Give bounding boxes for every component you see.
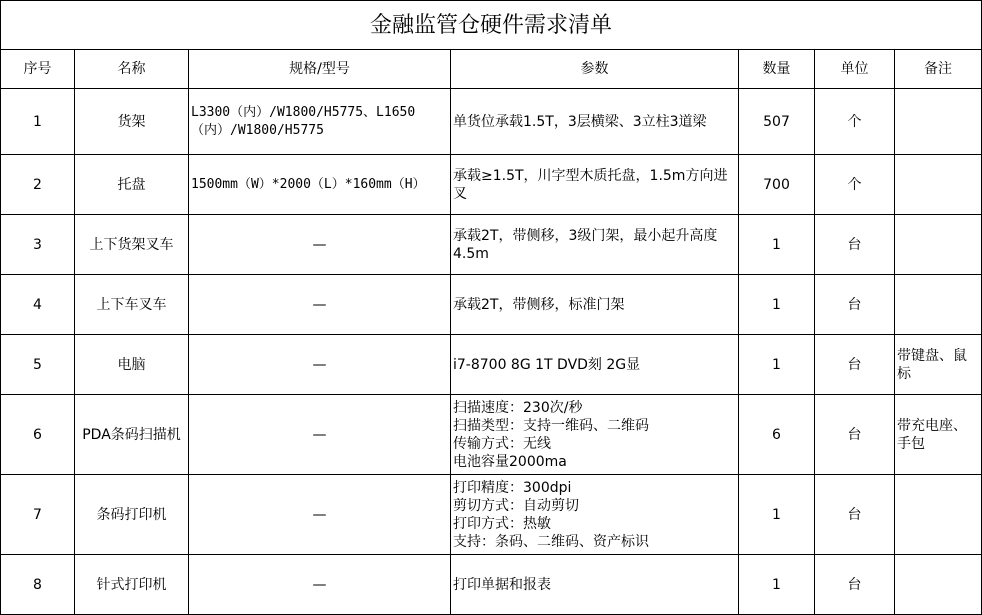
header-qty: 数量 (739, 50, 815, 89)
header-row (1, 50, 982, 89)
cell-no[interactable]: 4 (1, 275, 75, 335)
cell-note[interactable] (895, 89, 982, 155)
cell-qty[interactable]: 507 (739, 89, 815, 155)
cell-params[interactable] (451, 475, 739, 555)
cell-unit[interactable]: 台 (815, 395, 895, 475)
cell-spec[interactable]: — (189, 215, 451, 275)
param-line: 承载≥1.5T，川字型木质托盘，1.5m方向进叉 (453, 167, 728, 202)
cell-spec[interactable]: — (189, 555, 451, 615)
cell-note[interactable]: 带充电座、手包 (895, 395, 982, 475)
param-line: 打印精度：300dpi (453, 479, 572, 496)
cell-params[interactable] (451, 555, 739, 615)
cell-params[interactable] (451, 275, 739, 335)
cell-note[interactable]: 带键盘、鼠标 (895, 335, 982, 395)
param-line: 扫描速度：230次/秒 (453, 399, 583, 416)
cell-qty[interactable]: 1 (739, 335, 815, 395)
param-line: 支持：条码、二维码、资产标识 (453, 533, 649, 550)
param-line: 传输方式：无线 (453, 435, 551, 452)
cell-name[interactable]: 上下车叉车 (75, 275, 189, 335)
cell-params[interactable] (451, 89, 739, 155)
param-line: 打印方式：热敏 (453, 515, 551, 532)
param-line: 承载2T，带侧移，3级门架，最小起升高度4.5m (453, 227, 718, 262)
cell-params[interactable] (451, 395, 739, 475)
header-no: 序号 (1, 50, 75, 89)
cell-qty[interactable]: 1 (739, 215, 815, 275)
cell-no[interactable]: 2 (1, 155, 75, 215)
table-row (1, 395, 982, 475)
cell-name[interactable]: 电脑 (75, 335, 189, 395)
cell-note[interactable] (895, 215, 982, 275)
table-row (1, 215, 982, 275)
cell-unit[interactable]: 台 (815, 335, 895, 395)
table-row (1, 555, 982, 615)
cell-unit[interactable]: 个 (815, 89, 895, 155)
cell-name[interactable]: 条码打印机 (75, 475, 189, 555)
table-row (1, 475, 982, 555)
table-row (1, 335, 982, 395)
cell-no[interactable]: 8 (1, 555, 75, 615)
param-line: 单货位承载1.5T，3层横梁、3立柱3道梁 (453, 113, 707, 130)
cell-qty[interactable]: 700 (739, 155, 815, 215)
cell-no[interactable]: 5 (1, 335, 75, 395)
header-unit: 单位 (815, 50, 895, 89)
cell-no[interactable]: 3 (1, 215, 75, 275)
param-line: 扫描类型：支持一维码、二维码 (453, 417, 649, 434)
cell-spec[interactable]: — (189, 275, 451, 335)
cell-spec[interactable]: — (189, 475, 451, 555)
table-row (1, 155, 982, 215)
param-line: 电池容量2000ma (453, 453, 567, 470)
cell-unit[interactable]: 台 (815, 215, 895, 275)
cell-note[interactable] (895, 475, 982, 555)
cell-qty[interactable]: 1 (739, 275, 815, 335)
cell-unit[interactable]: 台 (815, 475, 895, 555)
table-title: 金融监管仓硬件需求清单 (1, 1, 982, 50)
table-row (1, 275, 982, 335)
cell-spec[interactable]: 1500mm（W）*2000（L）*160mm（H） (189, 155, 451, 215)
cell-no[interactable]: 1 (1, 89, 75, 155)
header-name: 名称 (75, 50, 189, 89)
param-line: 承载2T，带侧移，标准门架 (453, 296, 625, 313)
cell-name[interactable]: 托盘 (75, 155, 189, 215)
cell-name[interactable]: 上下货架叉车 (75, 215, 189, 275)
param-line: 剪切方式：自动剪切 (453, 497, 579, 514)
cell-params[interactable] (451, 215, 739, 275)
cell-unit[interactable]: 台 (815, 275, 895, 335)
cell-no[interactable]: 7 (1, 475, 75, 555)
cell-note[interactable] (895, 555, 982, 615)
cell-params[interactable] (451, 335, 739, 395)
cell-params[interactable] (451, 155, 739, 215)
cell-spec[interactable]: — (189, 335, 451, 395)
cell-qty[interactable]: 1 (739, 475, 815, 555)
header-note: 备注 (895, 50, 982, 89)
cell-no[interactable]: 6 (1, 395, 75, 475)
cell-name[interactable]: 货架 (75, 89, 189, 155)
header-params: 参数 (451, 50, 739, 89)
cell-unit[interactable]: 台 (815, 555, 895, 615)
header-spec: 规格/型号 (189, 50, 451, 89)
cell-qty[interactable]: 1 (739, 555, 815, 615)
cell-name[interactable]: PDA条码扫描机 (75, 395, 189, 475)
cell-unit[interactable]: 个 (815, 155, 895, 215)
cell-note[interactable] (895, 155, 982, 215)
param-line: 打印单据和报表 (453, 576, 551, 593)
cell-qty[interactable]: 6 (739, 395, 815, 475)
cell-name[interactable]: 针式打印机 (75, 555, 189, 615)
cell-spec[interactable]: — (189, 395, 451, 475)
table-row (1, 89, 982, 155)
param-line: i7-8700 8G 1T DVD刻 2G显 (453, 356, 641, 373)
cell-spec[interactable]: L3300（内）/W1800/H5775、L1650（内）/W1800/H5775 (189, 89, 451, 155)
cell-note[interactable] (895, 275, 982, 335)
